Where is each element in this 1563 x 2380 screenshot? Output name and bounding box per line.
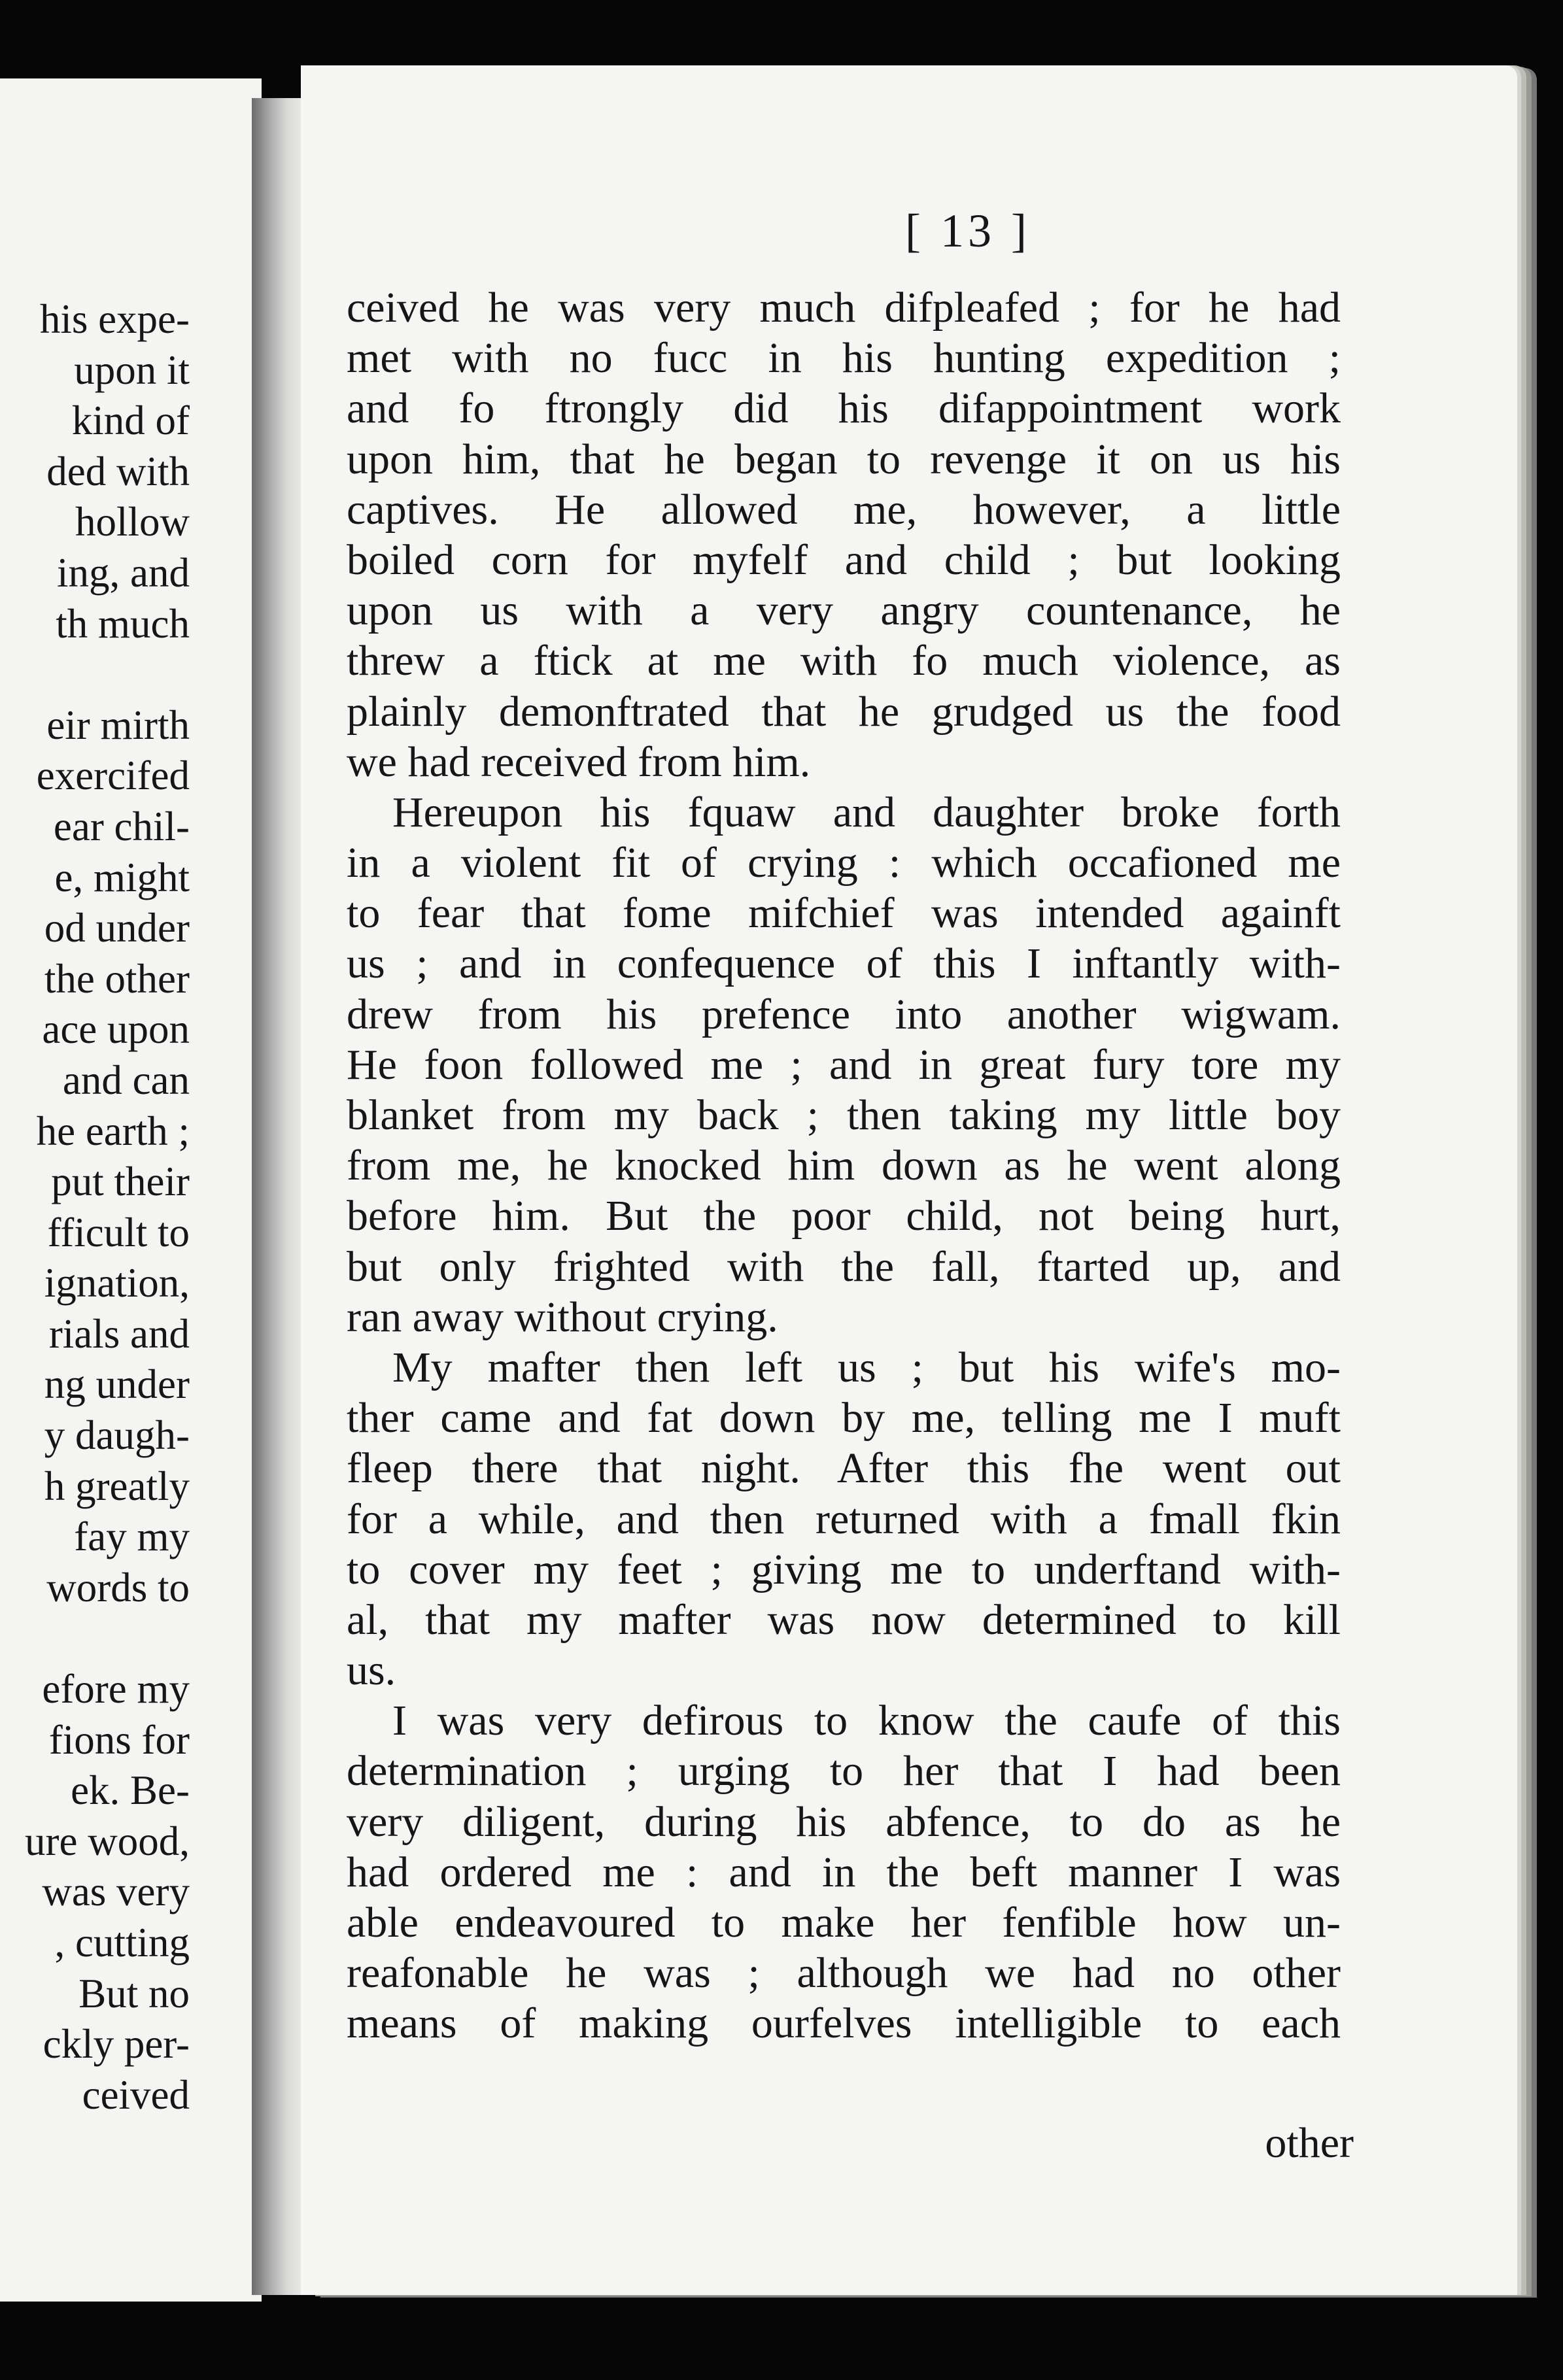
left-page-line: ek. Be-	[71, 1767, 190, 1814]
text-line: for a while, and then returned with a fmall fkin	[347, 1495, 1341, 1543]
left-page-line: words to	[46, 1564, 190, 1610]
text-line: to cover my feet ; giving me to underftand with-	[347, 1545, 1341, 1593]
left-page-line: kind of	[71, 398, 190, 444]
text-line: to fear that fome mifchief was intended againft	[347, 889, 1341, 938]
text-line: us.	[347, 1646, 396, 1695]
left-page-line: od under	[44, 905, 190, 951]
left-page-line: h greatly	[44, 1463, 190, 1509]
right-page	[301, 65, 1517, 2295]
text-line: upon us with a very angry countenance, he	[347, 586, 1341, 635]
left-page-line: fions for	[48, 1716, 190, 1763]
page-body-text	[347, 282, 1341, 2049]
left-page-line: he earth ;	[36, 1108, 190, 1154]
left-page-line: , cutting	[54, 1920, 190, 1965]
left-page-line: the other	[44, 955, 190, 1002]
text-line: upon him, that he began to revenge it on us his	[347, 435, 1341, 483]
left-page-line: But no	[78, 1970, 190, 2016]
text-line: drew from his prefence into another wigwam.	[347, 990, 1341, 1038]
left-page-line: fay my	[74, 1514, 190, 1560]
text-line: very diligent, during his abfence, to do as he	[347, 1797, 1341, 1846]
left-page-line: exercifed	[36, 753, 190, 799]
text-line: had ordered me : and in the beft manner I was	[347, 1848, 1341, 1896]
text-line: we had received from him.	[347, 738, 811, 786]
left-page-line: fficult to	[47, 1209, 190, 1255]
text-line: al, that my mafter was now determined to kill	[347, 1595, 1341, 1644]
left-page-line: put their	[51, 1159, 190, 1205]
left-page-line: ceived	[82, 2071, 190, 2118]
left-page-line: ace upon	[42, 1006, 190, 1053]
left-page	[0, 78, 262, 2302]
text-line: and fo ftrongly did his difappointment work	[347, 384, 1341, 433]
left-page-line: rials and	[48, 1310, 190, 1357]
text-line: boiled corn for myfelf and child ; but looking	[347, 536, 1341, 584]
left-page-line: ear chil-	[53, 803, 190, 849]
left-page-line: ignation,	[44, 1260, 190, 1306]
left-page-text	[0, 294, 190, 2120]
left-page-line: ure wood,	[25, 1818, 190, 1864]
left-page-line: y daugh-	[44, 1412, 190, 1459]
left-page-line	[0, 1613, 190, 1664]
text-line: from me, he knocked him down as he went along	[347, 1142, 1341, 1190]
text-line: captives. He allowed me, however, a little	[347, 485, 1341, 534]
left-page-line: was very	[42, 1869, 190, 1915]
text-line: Hereupon his fquaw and daughter broke forth	[392, 788, 1341, 836]
left-page-line: and can	[62, 1057, 190, 1103]
left-page-line: ng under	[44, 1361, 190, 1408]
left-page-line: eir mirth	[46, 702, 190, 748]
left-page-line	[0, 649, 190, 700]
text-line: He foon followed me ; and in great fury tore my	[347, 1040, 1341, 1089]
left-page-line: e, might	[54, 854, 190, 900]
text-line: able endeavoured to make her fenfible how un-	[347, 1899, 1341, 1946]
left-page-line: th much	[56, 600, 190, 647]
left-page-line: ded with	[46, 448, 190, 494]
text-line: I was very defirous to know the caufe of this	[392, 1697, 1341, 1745]
left-page-line: efore my	[42, 1666, 190, 1712]
text-line: but only frighted with the fall, ftarted up, and	[347, 1242, 1341, 1291]
text-line: threw a ftick at me with fo much violence, as	[347, 637, 1341, 685]
text-line: in a violent fit of crying : which occafioned me	[347, 839, 1341, 887]
text-line: ceived he was very much difpleafed ; for he had	[347, 284, 1341, 332]
left-page-line: ckly per-	[43, 2021, 190, 2067]
text-line: My mafter then left us ; but his wife's mo-	[392, 1343, 1341, 1391]
left-page-line: his expe-	[39, 296, 190, 342]
text-line: reafonable he was ; although we had no other	[347, 1949, 1341, 1998]
text-line: before him. But the poor child, not being hurt,	[347, 1192, 1341, 1240]
text-line: determination ; urging to her that I had been	[347, 1747, 1341, 1795]
text-line: means of making ourfelves intelligible to each	[347, 1999, 1341, 2048]
text-line: blanket from my back ; then taking my little boy	[347, 1091, 1341, 1139]
left-page-line: upon it	[74, 347, 190, 393]
catchword: other	[1265, 2119, 1354, 2167]
text-line: us ; and in confequence of this I inftantly with-	[347, 940, 1341, 988]
page-number: [ 13 ]	[905, 205, 1031, 257]
text-line: ther came and fat down by me, telling me I muft	[347, 1394, 1341, 1442]
left-page-line: ing, and	[57, 549, 190, 596]
text-line: met with no fucc in his hunting expedition ;	[347, 334, 1341, 382]
text-line: fleep there that night. After this fhe went out	[347, 1444, 1341, 1493]
left-page-line: hollow	[75, 499, 190, 545]
text-line: plainly demonftrated that he grudged us the food	[347, 687, 1341, 736]
text-line: ran away without crying.	[347, 1293, 778, 1341]
